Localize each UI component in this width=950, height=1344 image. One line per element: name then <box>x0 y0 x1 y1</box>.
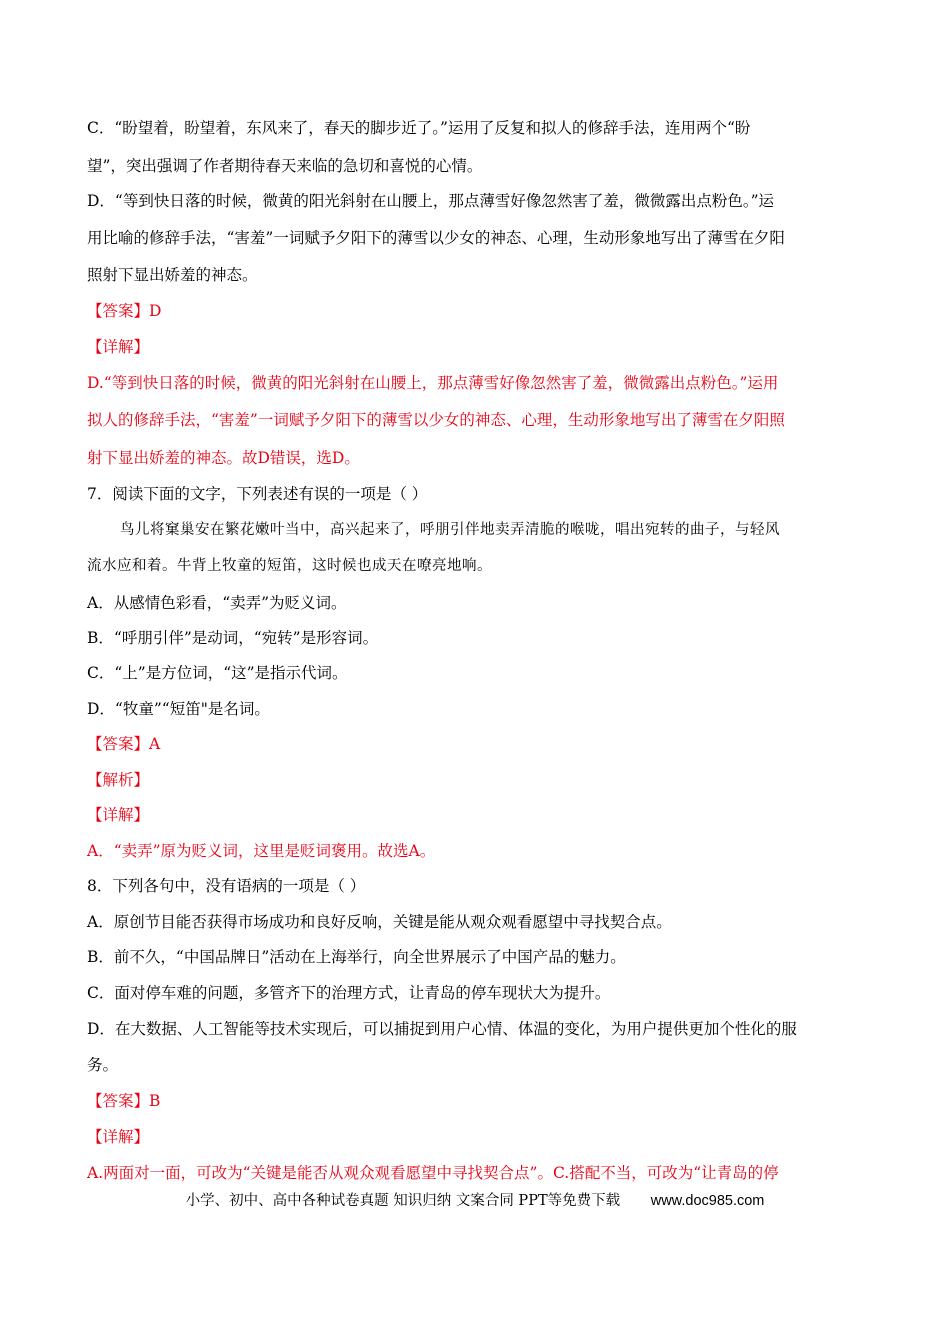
q7-analysis-label: 【解析】 <box>87 771 150 789</box>
footer-text: 小学、初中、高中各种试卷真题 知识归纳 文案合同 PPT等免费下载 <box>185 1193 621 1209</box>
q7-option-c: C．“上”是方位词，“这”是指示代词。 <box>87 664 348 682</box>
q6-option-d-line1: D．“等到快日落的时候，微黄的阳光斜射在山腰上，那点薄雪好像忽然害了羞，微微露出点粉色。”运 <box>87 192 775 210</box>
q8-answer: 【答案】B <box>87 1092 161 1110</box>
q8-option-b: B．前不久，“中国品牌日”活动在上海举行，向全世界展示了中国产品的魅力。 <box>87 948 626 966</box>
q7-explain-line1: A．“卖弄”原为贬义词，这里是贬词褒用。故选A。 <box>87 842 436 860</box>
q6-option-d-line2: 用比喻的修辞手法，“害羞”一词赋予夕阳下的薄雪以少女的神态、心理，生动形象地写出了薄雪在夕阳 <box>87 229 785 247</box>
q6-explain-line1: D.“等到快日落的时候，微黄的阳光斜射在山腰上，那点薄雪好像忽然害了羞，微微露出点粉色。”运用 <box>87 374 779 392</box>
q8-option-d-line1: D．在大数据、人工智能等技术实现后，可以捕捉到用户心情、体温的变化，为用户提供更加个性化的服 <box>87 1020 797 1038</box>
q8-option-d-line2: 务。 <box>87 1056 119 1074</box>
q7-option-b: B．“呼朋引伴”是动词，“宛转”是形容词。 <box>87 629 379 647</box>
q8-stem: 8．下列各句中，没有语病的一项是（ ） <box>87 877 366 895</box>
q6-explain-line2: 拟人的修辞手法，“害羞”一词赋予夕阳下的薄雪以少女的神态、心理，生动形象地写出了薄雪在夕阳照 <box>87 411 785 429</box>
q7-stem: 7．阅读下面的文字，下列表述有误的一项是（ ） <box>87 485 428 503</box>
q7-option-a: A．从感情色彩看，“卖弄”为贬义词。 <box>87 594 347 612</box>
q8-option-a: A．原创节目能否获得市场成功和良好反响，关键是能从观众观看愿望中寻找契合点。 <box>87 913 672 931</box>
q7-explain-label: 【详解】 <box>87 806 150 824</box>
q6-option-c-line2: 望”，突出强调了作者期待春天来临的急切和喜悦的心情。 <box>87 157 483 175</box>
q6-explain-line3: 射下显出娇羞的神态。故D错误，选D。 <box>87 449 360 467</box>
q8-option-c: C．面对停车难的问题，多管齐下的治理方式，让青岛的停车现状大为提升。 <box>87 984 611 1002</box>
q7-passage-line2: 流水应和着。牛背上牧童的短笛，这时候也成天在嘹亮地响。 <box>87 558 492 574</box>
q8-explain-label: 【详解】 <box>87 1128 150 1146</box>
q6-answer: 【答案】D <box>87 302 162 320</box>
q6-explain-label: 【详解】 <box>87 338 150 356</box>
q7-passage-line1: 鸟儿将窠巢安在繁花嫩叶当中，高兴起来了，呼朋引伴地卖弄清脆的喉咙，唱出宛转的曲子，与轻风 <box>120 522 780 538</box>
page-footer <box>0 1191 950 1211</box>
footer-url-link[interactable]: www.doc985.com <box>650 1193 765 1209</box>
q6-option-d-line3: 照射下显出娇羞的神态。 <box>87 266 258 284</box>
q8-explain-line1: A.两面对一面，可改为“关键是能否从观众观看愿望中寻找契合点”。C.搭配不当，可改为“让青岛的停 <box>87 1164 779 1182</box>
q6-option-c-line1: C．“盼望着，盼望着，东风来了，春天的脚步近了。”运用了反复和拟人的修辞手法，连用两个“盼 <box>87 119 751 137</box>
q7-answer: 【答案】A <box>87 735 161 753</box>
q7-option-d: D．“牧童”“短笛"是名词。 <box>87 700 270 718</box>
